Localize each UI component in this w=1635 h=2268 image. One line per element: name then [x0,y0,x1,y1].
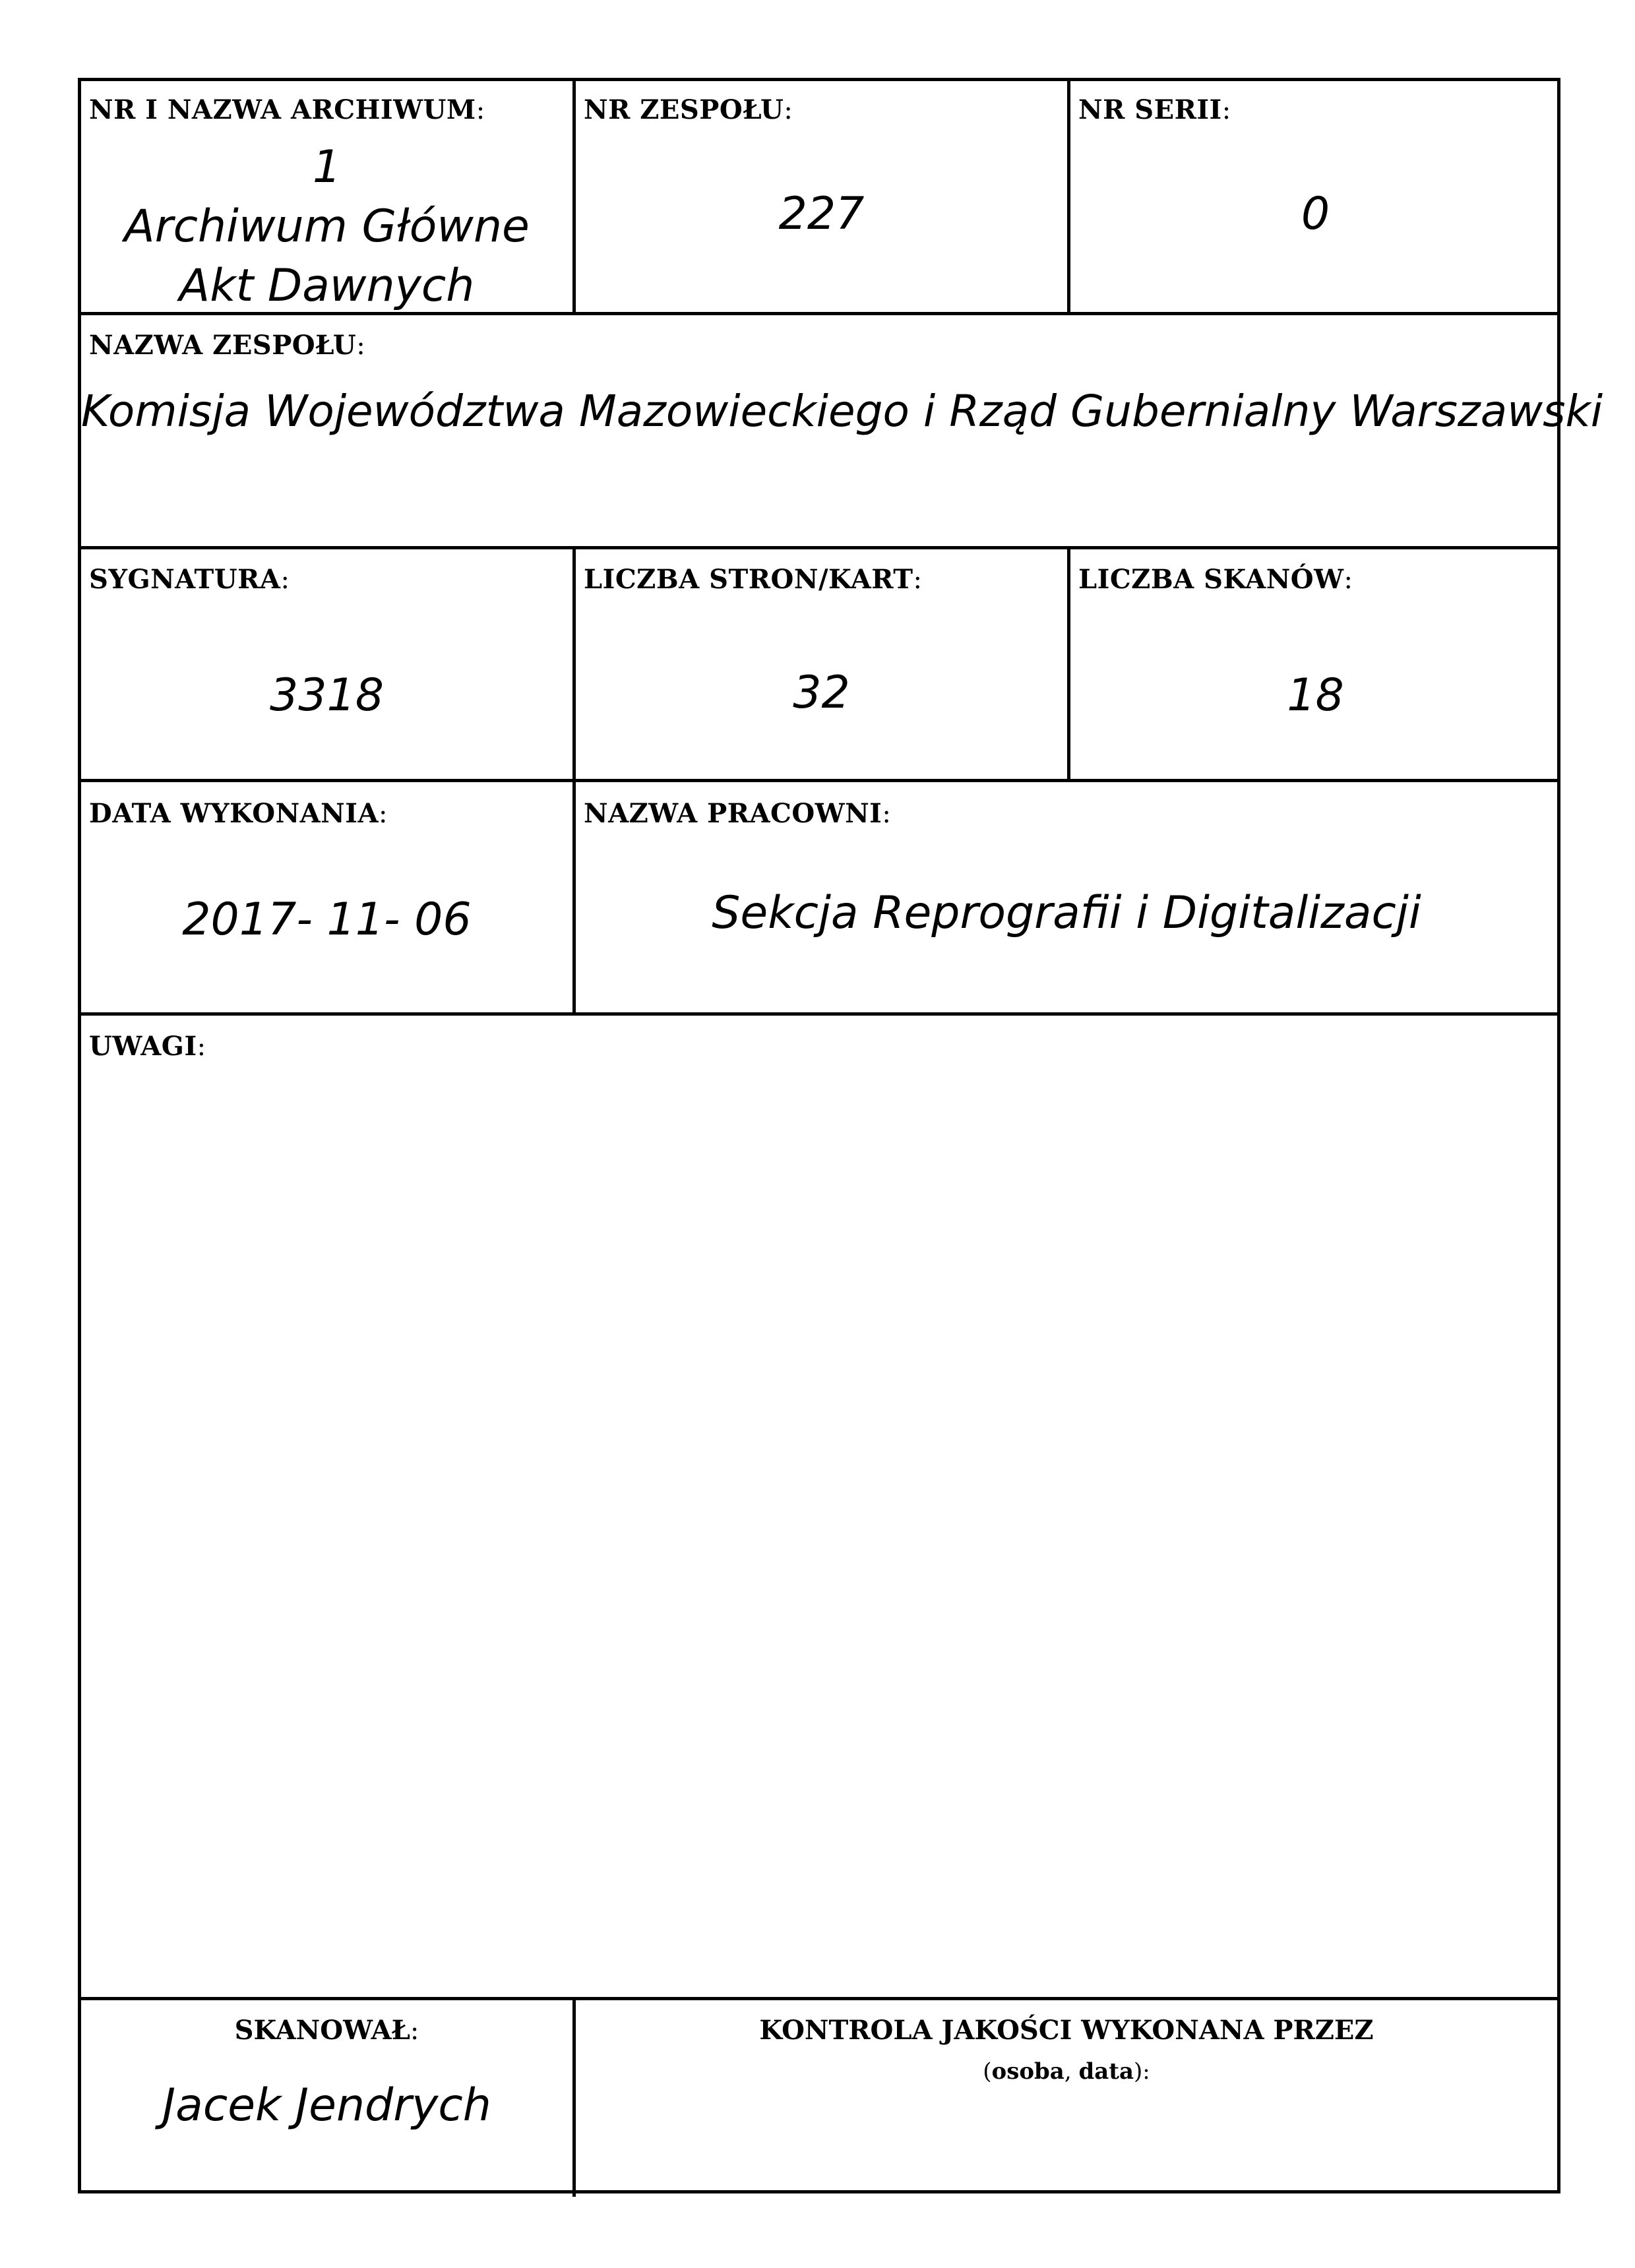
metrics-form-frame [78,78,1603,2193]
scans-count-label: LICZBA SKANÓW: [1078,564,1353,595]
fonds-number-label: NR ZESPOŁU: [584,94,793,125]
quality-control-sublabel: (osoba, data): [983,2058,1150,2085]
scanned-by-label: SKANOWAŁ: [234,2015,419,2046]
studio-name-value: Sekcja Reprografii i Digitalizacji [712,887,1421,939]
fonds-name-label: NAZWA ZESPOŁU: [89,330,366,361]
signature-label: SYGNATURA: [89,564,290,595]
scanned-by-value: Jacek Jendrych [162,2079,491,2131]
fonds-name-value: Komisja Województwa Mazowieckiego i Rząd Gubernialny Warszawski [81,386,1603,437]
quality-control-label: KONTROLA JAKOŚCI WYKONANA PRZEZ [759,2015,1374,2046]
archive-name-line2: Akt Dawnych [179,260,475,312]
pages-count-label: LICZBA STRON/KART: [584,564,923,595]
series-number-label: NR SERII: [1078,94,1231,125]
row-divider-4 [81,1012,1557,1016]
studio-name-label: NAZWA PRACOWNI: [584,798,892,829]
col-divider-1b [572,546,576,782]
archive-label: NR I NAZWA ARCHIWUM: [89,94,485,125]
date-done-value: 2017- 11- 06 [182,894,472,946]
pages-count-value: 32 [793,667,850,719]
date-done-label: DATA WYKONANIA: [89,798,388,829]
archive-value [81,138,572,316]
scans-count-value: 18 [1287,669,1344,721]
archive-number: 1 [312,141,342,193]
row-divider-5 [81,1997,1557,2000]
row-divider-2 [81,546,1557,549]
col-divider-2b [1067,546,1070,782]
fonds-number-value: 227 [778,188,865,240]
remarks-label: UWAGI: [89,1031,206,1062]
signature-value: 3318 [269,669,385,721]
archive-name-line1: Archiwum Główne [124,200,530,253]
row-divider-3 [81,779,1557,782]
series-number-value: 0 [1301,188,1330,240]
